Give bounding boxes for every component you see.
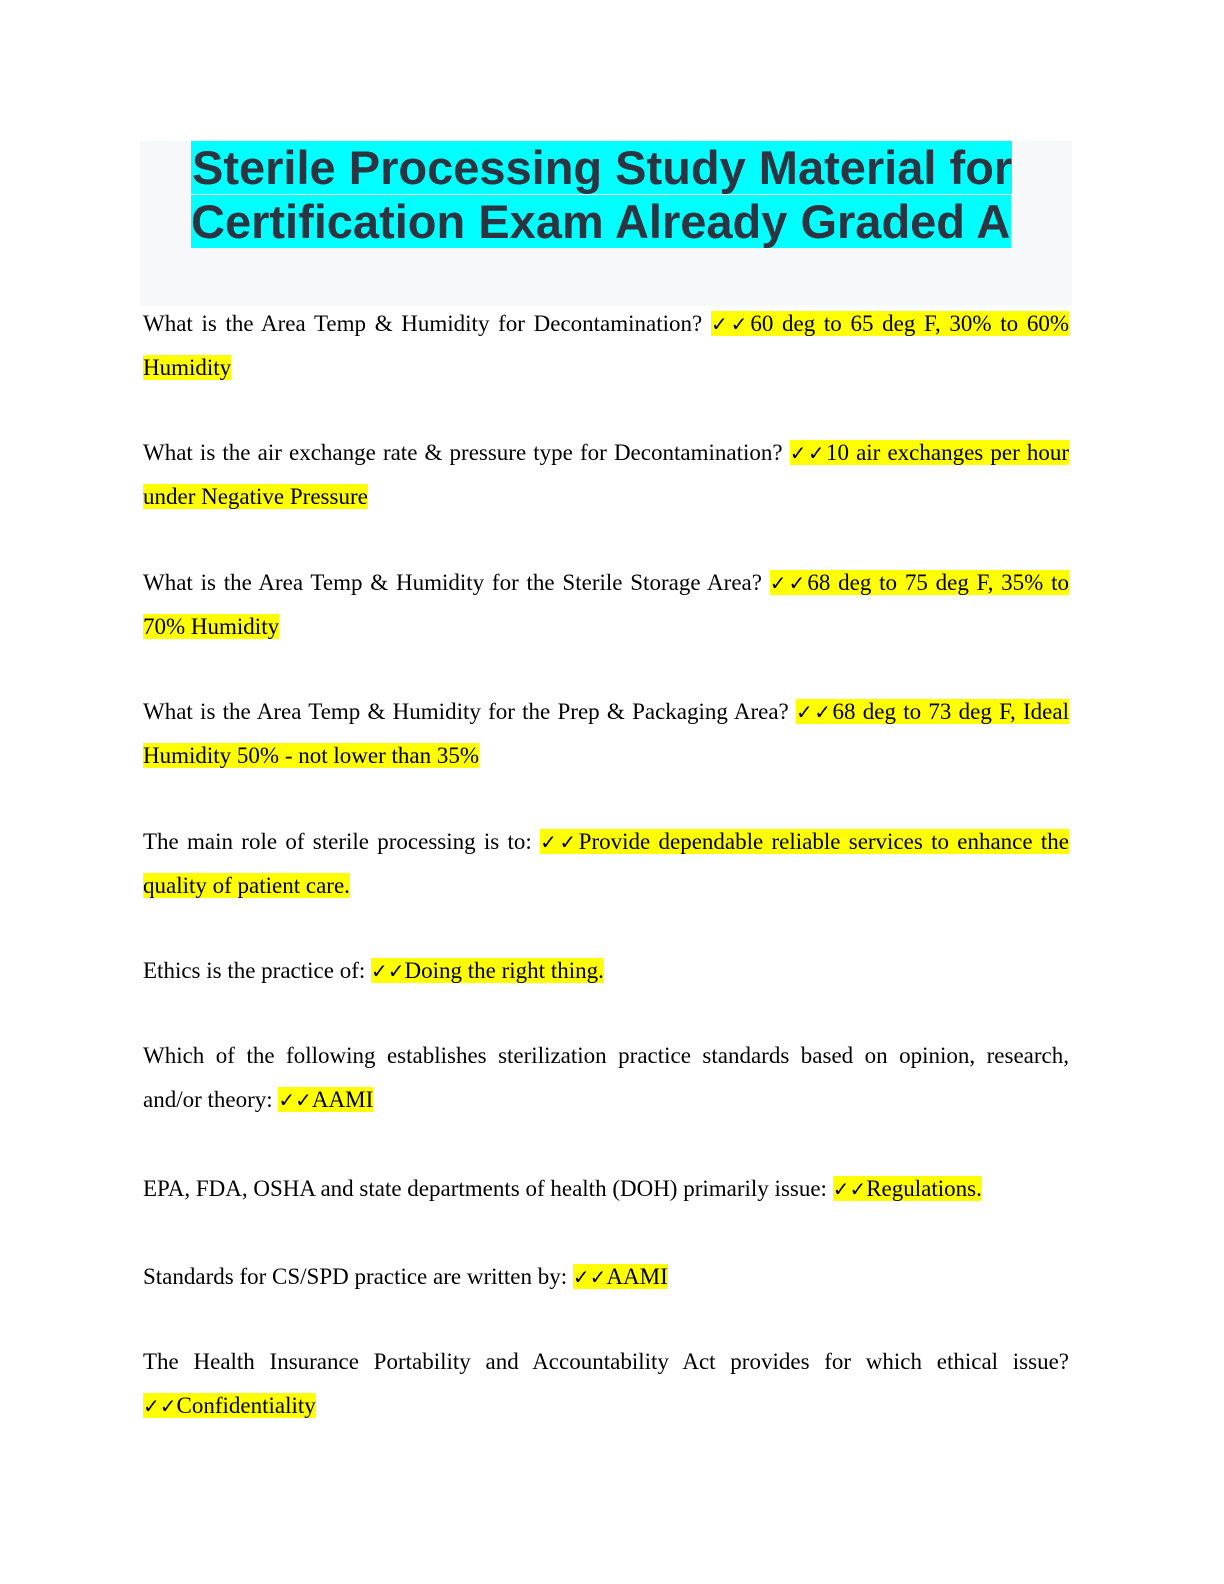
answer-text: Regulations.	[866, 1176, 982, 1201]
answer-highlight	[833, 1176, 982, 1201]
qa-item-7	[143, 1034, 1069, 1122]
question-text: Standards for CS/SPD practice are written by:	[143, 1264, 573, 1289]
question-text: Which of the following establishes sterilization practice standards based on opinion, research, and/or theory:	[143, 1043, 1069, 1112]
answer-highlight	[143, 1393, 316, 1418]
answer-text: AAMI	[311, 1087, 374, 1112]
answer-highlight	[573, 1264, 668, 1289]
qa-item-5	[143, 820, 1069, 908]
answer-text: 60 deg to 65 deg F, 30% to 60% Humidity	[143, 311, 1070, 380]
title-highlight: Sterile Processing Study Material for Certification Exam Already Graded A	[191, 141, 1013, 248]
answer-text: AAMI	[606, 1264, 668, 1289]
qa-item-4	[143, 690, 1069, 778]
check-icon: ✓✓	[796, 700, 833, 724]
question-text: EPA, FDA, OSHA and state departments of health (DOH) primarily issue:	[143, 1176, 833, 1201]
answer-text: 68 deg to 75 deg F, 35% to 70% Humidity	[143, 570, 1069, 639]
answer-text: 68 deg to 73 deg F, Ideal Humidity 50% - not lower than 35%	[143, 699, 1069, 768]
answer-text: Doing the right thing.	[404, 958, 604, 983]
check-icon: ✓✓	[278, 1088, 312, 1112]
qa-item-10	[143, 1340, 1069, 1428]
check-icon: ✓✓	[143, 1394, 177, 1418]
check-icon: ✓✓	[832, 1177, 867, 1201]
check-icon: ✓✓	[789, 441, 826, 465]
answer-text: Provide dependable reliable services to enhance the quality of patient care.	[143, 829, 1069, 898]
qa-item-8	[143, 1167, 1069, 1211]
answer-text: 10 air exchanges per hour under Negative Pressure	[143, 440, 1070, 509]
check-icon: ✓✓	[769, 571, 808, 595]
question-text: What is the Area Temp & Humidity for Decontamination?	[143, 311, 711, 336]
check-icon: ✓✓	[710, 312, 751, 336]
question-text: What is the air exchange rate & pressure type for Decontamination?	[143, 440, 790, 465]
answer-highlight	[371, 958, 604, 983]
answer-highlight	[278, 1087, 373, 1112]
question-text: What is the Area Temp & Humidity for the Prep & Packaging Area?	[143, 699, 796, 724]
qa-item-2	[143, 431, 1069, 519]
check-icon: ✓✓	[371, 959, 405, 983]
qa-item-6	[143, 949, 1069, 993]
qa-item-9	[143, 1255, 1069, 1299]
qa-item-3	[143, 561, 1069, 649]
check-icon: ✓✓	[540, 830, 579, 854]
question-text: What is the Area Temp & Humidity for the Sterile Storage Area?	[143, 570, 770, 595]
check-icon: ✓✓	[572, 1265, 607, 1289]
qa-item-1	[143, 302, 1069, 390]
answer-text: Confidentiality	[176, 1393, 316, 1418]
question-text: Ethics is the practice of:	[143, 958, 372, 983]
question-text: The main role of sterile processing is to:	[143, 829, 541, 854]
question-text: The Health Insurance Portability and Accountability Act provides for which ethical issue?	[143, 1349, 1069, 1374]
page-title	[191, 141, 1031, 249]
